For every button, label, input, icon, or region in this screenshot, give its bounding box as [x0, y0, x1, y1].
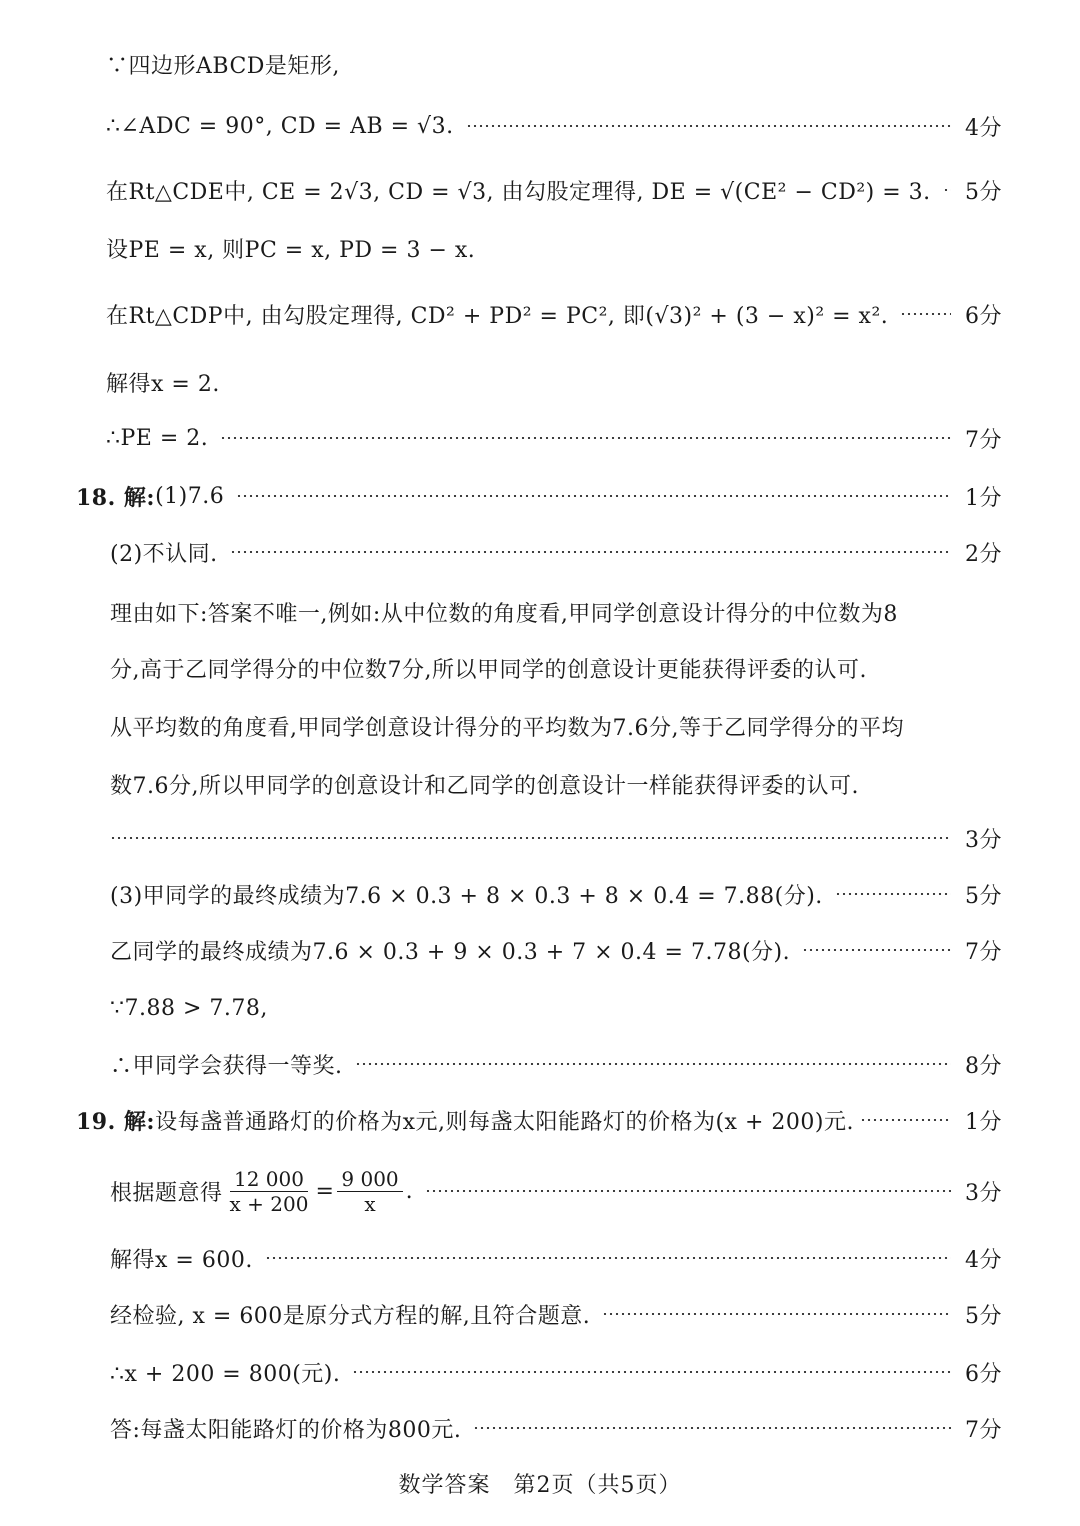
line-text: ∴x + 200 = 800(元). [110, 1361, 341, 1387]
line-text: (3)甲同学的最终成绩为7.6 × 0.3 + 8 × 0.3 + 8 × 0.4 = 7.88(分). [110, 883, 823, 909]
score-label: 5分 [965, 883, 1002, 909]
line-6 [106, 362, 1080, 402]
score-label: 4分 [965, 1247, 1002, 1273]
line-text: ∵7.88 > 7.78, [110, 995, 268, 1021]
line-10 [110, 592, 1080, 632]
line-text: 乙同学的最终成绩为7.6 × 0.3 + 9 × 0.3 + 7 × 0.4 = 7.78(分). [110, 939, 791, 965]
line-text: 分,高于乙同学得分的中位数7分,所以甲同学的创意设计更能获得评委的认可. [110, 657, 867, 683]
line-text: 根据题意得 [110, 1180, 223, 1206]
line-13 [110, 764, 1080, 804]
line-1 [106, 44, 1080, 84]
line-15 [110, 874, 1080, 914]
line-9 [110, 532, 1080, 572]
leader-dots [425, 1190, 951, 1192]
line-text: 解得x = 2. [106, 371, 220, 397]
line-3 [106, 170, 1080, 210]
leader-dots [602, 1313, 951, 1315]
line-18 [110, 1044, 1080, 1084]
leader-dots [473, 1427, 951, 1429]
period: . [405, 1178, 414, 1204]
score-label: 7分 [965, 1417, 1002, 1443]
leader-dots [943, 189, 951, 191]
question-label: 18. 解: [76, 484, 156, 511]
line-text: 设每盏普通路灯的价格为x元,则每盏太阳能路灯的价格为(x + 200)元. [155, 1109, 854, 1135]
fraction-left [226, 1167, 313, 1216]
line-text: ∴甲同学会获得一等奖. [110, 1053, 343, 1079]
line-8 [76, 476, 1080, 516]
score-label: 5分 [965, 179, 1002, 205]
leader-dots [220, 437, 951, 439]
line-21 [110, 1238, 1080, 1278]
equals-sign: = [315, 1178, 335, 1204]
line-7 [106, 418, 1080, 458]
line-19 [76, 1100, 1080, 1140]
fraction-numerator: 9 000 [337, 1167, 402, 1192]
line-24 [110, 1408, 1080, 1448]
score-label: 3分 [965, 1180, 1002, 1206]
page-footer: 数学答案 第2页（共5页） [398, 1473, 682, 1498]
line-text: 答:每盏太阳能路灯的价格为800元. [110, 1417, 462, 1443]
line-text: ∴∠ADC = 90°, CD = AB = √3. [106, 113, 454, 139]
line-12 [110, 706, 1080, 746]
score-label: 7分 [965, 427, 1002, 453]
line-text: 在Rt△CDP中, 由勾股定理得, CD² + PD² = PC², 即(√3)² + (3 − x)² = x². [106, 303, 889, 329]
question-label: 19. 解: [76, 1108, 156, 1135]
leader-dots [466, 125, 951, 127]
score-label: 3分 [965, 827, 1002, 853]
score-label: 6分 [965, 1361, 1002, 1387]
fraction-numerator: 12 000 [230, 1167, 308, 1192]
score-label: 1分 [965, 485, 1002, 511]
line-text: ∴PE = 2. [106, 425, 209, 451]
score-label: 8分 [965, 1053, 1002, 1079]
line-text: 经检验, x = 600是原分式方程的解,且符合题意. [110, 1303, 591, 1329]
line-text: 理由如下:答案不唯一,例如:从中位数的角度看,甲同学创意设计得分的中位数为8 [110, 601, 898, 627]
line-2 [106, 106, 1080, 146]
line-text: 从平均数的角度看,甲同学创意设计得分的平均数为7.6分,等于乙同学得分的平均 [110, 715, 904, 741]
line-text: ∵四边形ABCD是矩形, [106, 53, 340, 79]
line-22 [110, 1294, 1080, 1334]
line-14 [110, 818, 1080, 858]
leader-dots [110, 837, 951, 839]
line-text: 设PE = x, 则PC = x, PD = 3 − x. [106, 237, 476, 263]
fraction-denominator: x + 200 [229, 1191, 309, 1216]
score-label: 7分 [965, 939, 1002, 965]
leader-dots [860, 1119, 951, 1121]
leader-dots [236, 495, 951, 497]
line-text: 解得x = 600. [110, 1247, 253, 1273]
score-label: 1分 [965, 1109, 1002, 1135]
leader-dots [265, 1257, 951, 1259]
line-16 [110, 930, 1080, 970]
line-text: 数7.6分,所以甲同学的创意设计和乙同学的创意设计一样能获得评委的认可. [110, 773, 859, 799]
line-20 [110, 1166, 1080, 1216]
leader-dots [835, 893, 951, 895]
line-text: (1)7.6 [155, 483, 225, 509]
score-label: 2分 [965, 541, 1002, 567]
line-text: 在Rt△CDE中, CE = 2√3, CD = √3, 由勾股定理得, DE = √(CE² − CD²) = 3. [106, 179, 931, 205]
line-text: (2)不认同. [110, 541, 218, 567]
leader-dots [355, 1063, 952, 1065]
line-5 [106, 294, 1080, 334]
line-17 [110, 988, 1080, 1028]
line-4 [106, 228, 1080, 268]
score-label: 6分 [965, 303, 1002, 329]
leader-dots [802, 949, 951, 951]
leader-dots [900, 313, 951, 315]
score-label: 5分 [965, 1303, 1002, 1329]
line-11 [110, 648, 1080, 688]
leader-dots [230, 551, 951, 553]
line-23 [110, 1352, 1080, 1392]
leader-dots [352, 1371, 951, 1373]
fraction-right [337, 1167, 402, 1216]
fraction-denominator: x [364, 1191, 376, 1216]
score-label: 4分 [965, 115, 1002, 141]
